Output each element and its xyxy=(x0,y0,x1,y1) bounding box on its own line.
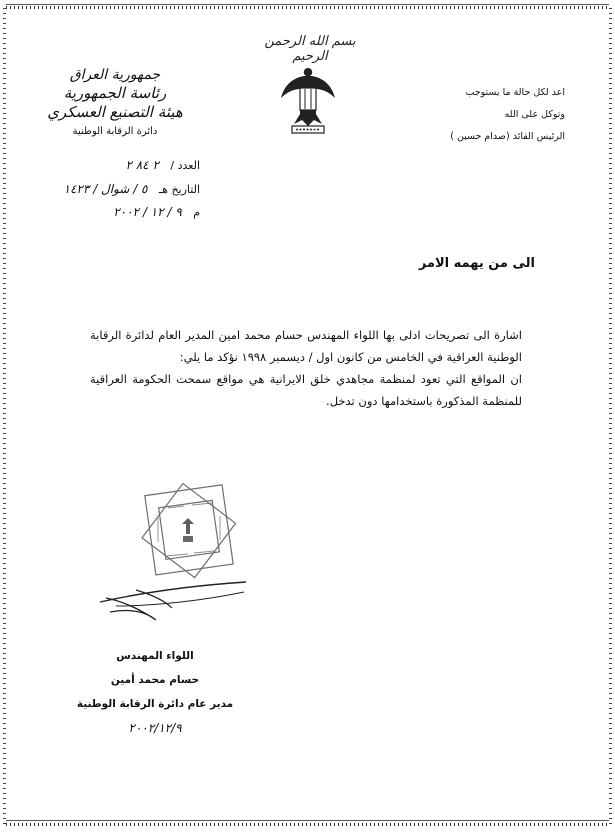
ref-gregorian-value: ٩ / ١٢ / ٢٠٠٢ xyxy=(113,205,182,219)
quote-line-2: وتوكل على الله xyxy=(504,109,565,120)
letterhead-country: جمهورية العراق xyxy=(69,67,161,83)
ref-number-row xyxy=(40,158,200,172)
quote-line-3: الرئيس القائد (صدام حسين ) xyxy=(450,131,565,142)
signatory-name: حسام محمد أمين xyxy=(110,674,200,686)
addressee: الى من يهمه الامر xyxy=(418,256,535,271)
signature-date: ٢٠٠٢/١٢/٩ xyxy=(128,721,182,735)
letterhead-left xyxy=(40,66,190,140)
ref-hijri-row xyxy=(40,182,200,196)
ref-hijri-value: ٥ / شوال / ١٤٢٣ xyxy=(63,182,148,196)
ref-gregorian-row xyxy=(40,205,200,219)
basmala: بسم الله الرحمن الرحيم xyxy=(264,34,356,64)
signatory-title: مدير عام دائرة الرقابة الوطنية xyxy=(76,698,234,710)
quote-line-1: اعد لكل حالة ما يستوجب xyxy=(465,87,565,98)
ref-gregorian-label: م xyxy=(193,206,200,219)
page-border-top xyxy=(6,4,609,12)
body-paragraph-2: ان المواقع التي تعود لمنظمة مجاهدي خلق الايرانية هي مواقع سمحت الحكومة العراقية للمنظمة المذكورة باستخدامها دون تدخل. xyxy=(90,372,522,408)
page-border-right xyxy=(609,8,612,826)
page-border-bottom xyxy=(6,820,609,828)
letterhead-presidency: رئاسة الجمهورية xyxy=(63,84,167,102)
ref-number-label: العدد / xyxy=(170,159,200,172)
letter-body xyxy=(90,324,522,412)
page-border-left xyxy=(3,8,6,826)
letterhead-authority: هيئة التصنيع العسكري xyxy=(47,103,183,121)
iraq-eagle-emblem-icon xyxy=(278,64,338,136)
letterhead-right-quote xyxy=(405,82,565,148)
letterhead-department: دائرة الرقابة الوطنية xyxy=(72,126,158,137)
body-paragraph-1: اشارة الى تصريحات ادلى بها اللواء المهندس حسام محمد امين المدير العام لدائرة الرقابة الوطنية العراقية في الخامس من كانون اول / ديسمبر ١٩٩٨ نؤكد ما يلي: xyxy=(90,328,522,364)
signature-block xyxy=(70,644,240,740)
signatory-rank: اللواء المهندس xyxy=(116,650,194,662)
ref-number-value: ٢ ٨٤ ٢ xyxy=(125,158,159,172)
handwritten-signature-icon xyxy=(96,572,256,624)
ref-hijri-label: التاريخ هـ xyxy=(158,183,200,196)
